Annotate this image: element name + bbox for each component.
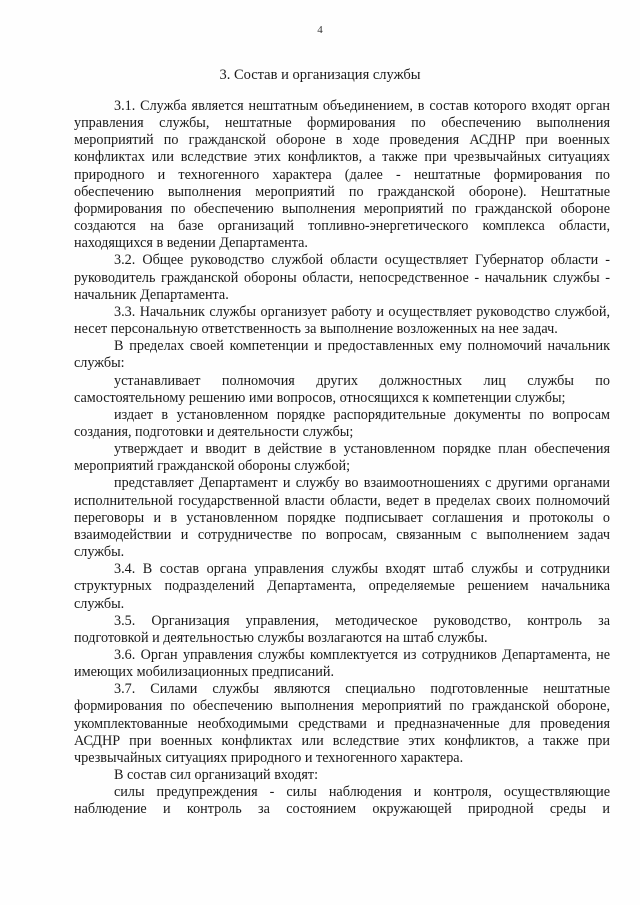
paragraph-forces-intro: В состав сил организаций входят:: [114, 767, 319, 784]
page-number: 4: [317, 24, 323, 36]
paragraph-3-6: 3.6. Орган управления службы комплектуется из сотрудников Департамента, не имеющих мобилизационных предписаний.: [74, 647, 610, 681]
section-title: 3. Состав и организация службы: [219, 67, 421, 83]
paragraph-3-3: 3.3. Начальник службы организует работу и осуществляет руководство службой, несет персональную ответственность за выполнение возложенных на нее задач.: [74, 303, 610, 338]
paragraph-3-4: 3.4. В состав органа управления службы входят штаб службы и сотрудники структурных подразделений Департамента, определяемые решением начальника службы.: [74, 561, 610, 612]
document-body: [74, 98, 610, 819]
paragraph-competence-intro: В пределах своей компетенции и предоставленных ему полномочий начальник службы:: [74, 338, 610, 372]
paragraph-powers-item-3: утверждает и вводит в действие в установленном порядке план обеспечения мероприятий гражданской обороны службой;: [74, 441, 610, 475]
paragraph-warning-forces: силы предупреждения - силы наблюдения и контроля, осуществляющие наблюдение и контроль за состоянием окружающей природной среды и: [74, 784, 610, 818]
paragraph-powers-item-4: представляет Департамент и службу во взаимоотношениях с другими органами исполнительной государственной власти области, ведет в пределах своих полномочий переговоры и в установленном порядке подписывает соглашения и протоколы о взаимодействии и сотрудничестве по вопросам, связанным с выполнением задач службы.: [74, 475, 610, 561]
paragraph-3-5: 3.5. Организация управления, методическое руководство, контроль за подготовкой и деятельностью службы возлагаются на штаб службы.: [74, 612, 610, 646]
paragraph-powers-item-2: издает в установленном порядке распорядительные документы по вопросам создания, подготовки и деятельности службы;: [74, 406, 610, 440]
paragraph-3-7: 3.7. Силами службы являются специально подготовленные нештатные формирования по обеспечению выполнения мероприятий по гражданской обороне, укомплектованные необходимыми средствами и предназначенные для проведения АСДНР при военных конфликтах или вследствие этих конфликтов, а также при чрезвычайных ситуациях природного и техногенного характера.: [74, 681, 610, 766]
paragraph-powers-item-1: устанавливает полномочия других должностных лиц службы по самостоятельному решению ими вопросов, относящихся к компетенции службы;: [74, 372, 610, 406]
paragraph-3-2: 3.2. Общее руководство службой области осуществляет Губернатор области - руководитель гражданской обороны области, непосредственное - начальник службы - начальник Департамента.: [74, 252, 610, 303]
paragraph-3-1: 3.1. Служба является нештатным объединением, в состав которого входят орган управления службы, нештатные формирования по обеспечению выполнения мероприятий по гражданской обороне в ходе проведения АСДНР при военных конфликтах или вследствие этих конфликтов, а также при чрезвычайных ситуациях природного и техногенного характера (далее - нештатные формирования по обеспечению выполнения мероприятий по гражданской обороне). Нештатные формирования по обеспечению выполнения мероприятий по гражданской обороне создаются на базе организаций топливно-энергетического комплекса области, находящихся в ведении Департамента.: [74, 98, 610, 252]
